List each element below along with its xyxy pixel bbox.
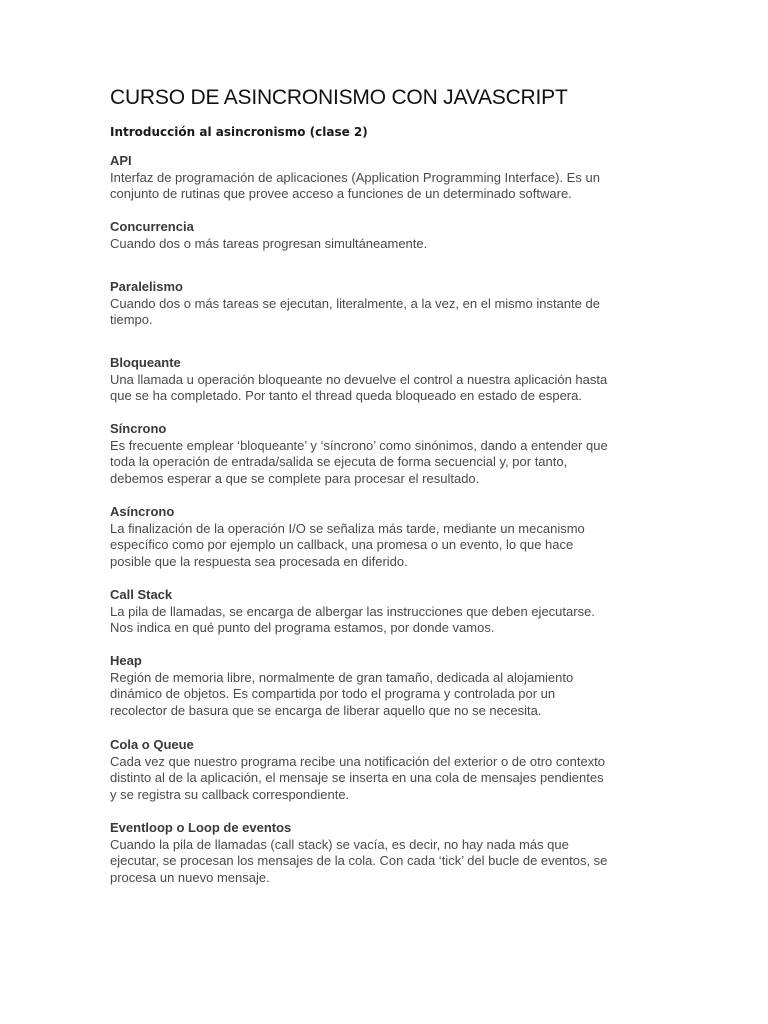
definition-line: procesa un nuevo mensaje. [110, 870, 270, 886]
definition-line: Región de memoria libre, normalmente de gran tamaño, dedicada al alojamiento [110, 669, 574, 685]
definition-text [110, 372, 670, 406]
definition-line: Cada vez que nuestro programa recibe una notificación del exterior o de otro contexto [110, 753, 606, 769]
definition-text [110, 670, 670, 720]
definition-line: toda la operación de entrada/salida se ejecuta de forma secuencial y, por tanto, [110, 454, 568, 470]
section-heap [110, 653, 670, 720]
term-heading: Call Stack [110, 587, 173, 602]
definition-text [110, 604, 670, 638]
definition-text [110, 837, 670, 887]
definition-line: ejecutar, se procesan los mensajes de la cola. Con cada ‘tick’ del bucle de eventos, se [110, 853, 608, 869]
definition-line: Una llamada u operación bloqueante no devuelve el control a nuestra aplicación hasta [110, 371, 608, 387]
term-heading: Paralelismo [110, 279, 183, 294]
definition-text [110, 521, 670, 571]
definition-line: recolector de basura que se encarga de liberar aquello que no se necesita. [110, 703, 542, 719]
definition-line: y se registra su callback correspondiente. [110, 787, 350, 803]
definition-line: que se ha completado. Por tanto el thread queda bloqueado en estado de espera. [110, 388, 582, 404]
definition-line: dinámico de objetos. Es compartida por todo el programa y controlada por un [110, 686, 556, 702]
definition-line: La pila de llamadas, se encarga de albergar las instrucciones que deben ejecutarse. [110, 603, 595, 619]
definition-line: Cuando dos o más tareas se ejecutan, literalmente, a la vez, en el mismo instante de [110, 295, 600, 311]
definition-text [110, 438, 670, 488]
definition-line: Cuando dos o más tareas progresan simultáneamente. [110, 235, 428, 251]
definition-line: Nos indica en qué punto del programa estamos, por donde vamos. [110, 620, 495, 636]
definition-line: posible que la respuesta sea procesada en diferido. [110, 554, 408, 570]
section-cola-queue [110, 737, 670, 804]
term-heading: Bloqueante [110, 355, 181, 370]
definition-line: Cuando la pila de llamadas (call stack) se vacía, es decir, no hay nada más que [110, 836, 569, 852]
section-paralelismo [110, 279, 670, 329]
section-asincrono [110, 504, 670, 571]
definition-text [110, 754, 670, 804]
term-heading: Concurrencia [110, 219, 194, 234]
document-subtitle: Introducción al asincronismo (clase 2) [110, 125, 368, 139]
section-call-stack [110, 587, 670, 637]
definition-line: específico como por ejemplo un callback, una promesa o un evento, lo que hace [110, 537, 574, 553]
document-title: CURSO DE ASINCRONISMO CON JAVASCRIPT [110, 86, 568, 109]
section-concurrencia [110, 219, 670, 252]
section-api [110, 153, 670, 203]
section-eventloop [110, 820, 670, 887]
section-bloqueante [110, 355, 670, 405]
definition-text [110, 170, 670, 204]
definition-line: debemos esperar a que se complete para procesar el resultado. [110, 471, 480, 487]
definition-line: tiempo. [110, 312, 153, 328]
section-sincrono [110, 421, 670, 488]
term-heading: Síncrono [110, 421, 167, 436]
term-heading: Heap [110, 653, 142, 668]
term-heading: API [110, 153, 132, 168]
definition-text [110, 236, 670, 253]
term-heading: Eventloop o Loop de eventos [110, 820, 292, 835]
definition-line: Interfaz de programación de aplicaciones (Application Programming Interface). Es un [110, 169, 600, 185]
definition-text [110, 296, 670, 330]
term-heading: Cola o Queue [110, 737, 194, 752]
definition-line: distinto al de la aplicación, el mensaje se inserta en una cola de mensajes pendientes [110, 770, 604, 786]
term-heading: Asíncrono [110, 504, 175, 519]
definition-line: Es frecuente emplear ‘bloqueante’ y ‘síncrono’ como sinónimos, dando a entender que [110, 437, 608, 453]
definition-line: La finalización de la operación I/O se señaliza más tarde, mediante un mecanismo [110, 520, 585, 536]
definition-line: conjunto de rutinas que provee acceso a funciones de un determinado software. [110, 186, 572, 202]
